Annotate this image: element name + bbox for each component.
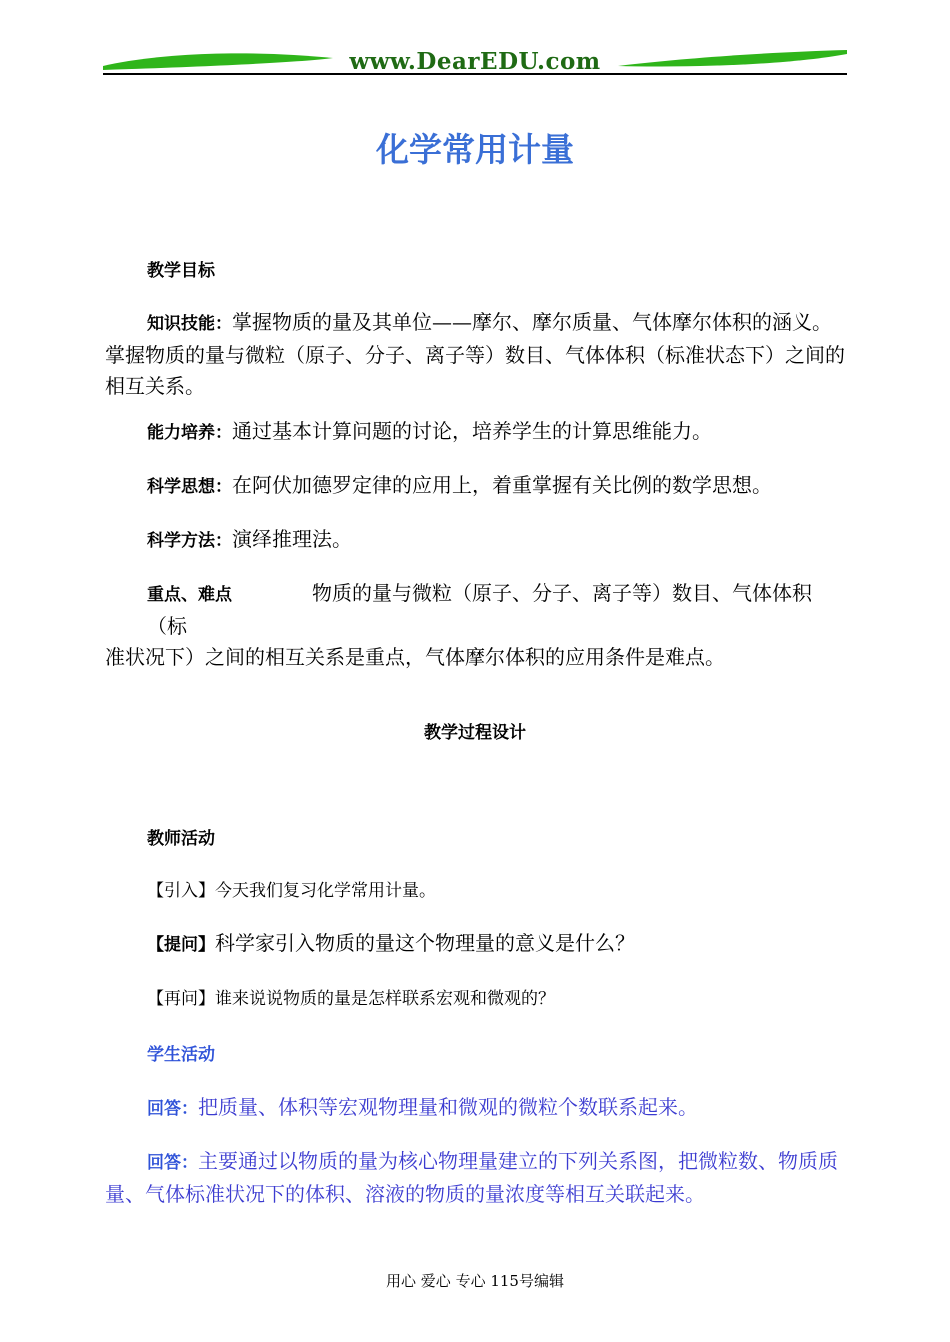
method-text: 演绎推理法。 (232, 527, 352, 551)
ability-paragraph (105, 416, 850, 449)
answer1-paragraph (105, 1092, 850, 1125)
reask-text: 谁来说说物质的量是怎样联系宏观和微观的？ (215, 989, 555, 1009)
answer1-label: 回答： (147, 1099, 198, 1119)
teacher-heading: 教师活动 (147, 829, 215, 849)
key-label: 重点、难点 (147, 585, 232, 605)
knowledge-paragraph (105, 307, 850, 402)
answer2-paragraph (105, 1146, 850, 1210)
thought-paragraph (105, 470, 850, 503)
method-label: 科学方法： (147, 531, 232, 551)
teacher-heading-row (105, 822, 850, 855)
ask-text: 科学家引入物质的量这个物理量的意义是什么？ (215, 931, 635, 955)
reask-paragraph (105, 984, 850, 1015)
site-logo-text[interactable]: www.DearEDU.com (349, 48, 601, 75)
key-text-2: 准状况下）之间的相互关系是重点，气体摩尔体积的应用条件是难点。 (105, 645, 725, 669)
page-title: 化学常用计量 (376, 130, 574, 169)
method-paragraph (105, 524, 850, 557)
key-paragraph (105, 578, 850, 673)
thought-label: 科学思想： (147, 477, 232, 497)
student-heading-row (105, 1038, 850, 1071)
goals-heading-row (105, 254, 850, 287)
student-heading: 学生活动 (147, 1045, 215, 1065)
reask-label: 【再问】 (147, 989, 215, 1009)
goals-heading: 教学目标 (147, 261, 215, 281)
key-line-1 (105, 578, 850, 642)
answer2-label: 回答： (147, 1153, 198, 1173)
knowledge-text: 掌握物质的量及其单位——摩尔、摩尔质量、气体摩尔体积的涵义。掌握物质的量与微粒（原子、分子、离子等）数目、气体体积（标准状态下）之间的相互关系。 (105, 310, 845, 398)
ability-label: 能力培养： (147, 423, 232, 443)
intro-text: 今天我们复习化学常用计量。 (215, 881, 436, 901)
thought-text: 在阿伏加德罗定律的应用上，着重掌握有关比例的数学思想。 (232, 473, 772, 497)
knowledge-label: 知识技能： (147, 314, 232, 334)
page-footer: 用心 爱心 专心 115号编辑 (386, 1272, 564, 1290)
ability-text: 通过基本计算问题的讨论，培养学生的计算思维能力。 (232, 419, 712, 443)
answer2-text: 主要通过以物质的量为核心物理量建立的下列关系图，把微粒数、物质质量、气体标准状况下的体积、溶液的物质的量浓度等相互关联起来。 (105, 1149, 838, 1206)
intro-paragraph (105, 876, 850, 907)
process-heading: 教学过程设计 (424, 723, 526, 743)
answer1-text: 把质量、体积等宏观物理量和微观的微粒个数联系起来。 (198, 1095, 698, 1119)
ask-label: 【提问】 (147, 935, 215, 955)
intro-label: 【引入】 (147, 881, 215, 901)
key-text-1: 物质的量与微粒（原子、分子、离子等）数目、气体体积（标 (147, 581, 812, 638)
ask-paragraph (105, 928, 850, 961)
